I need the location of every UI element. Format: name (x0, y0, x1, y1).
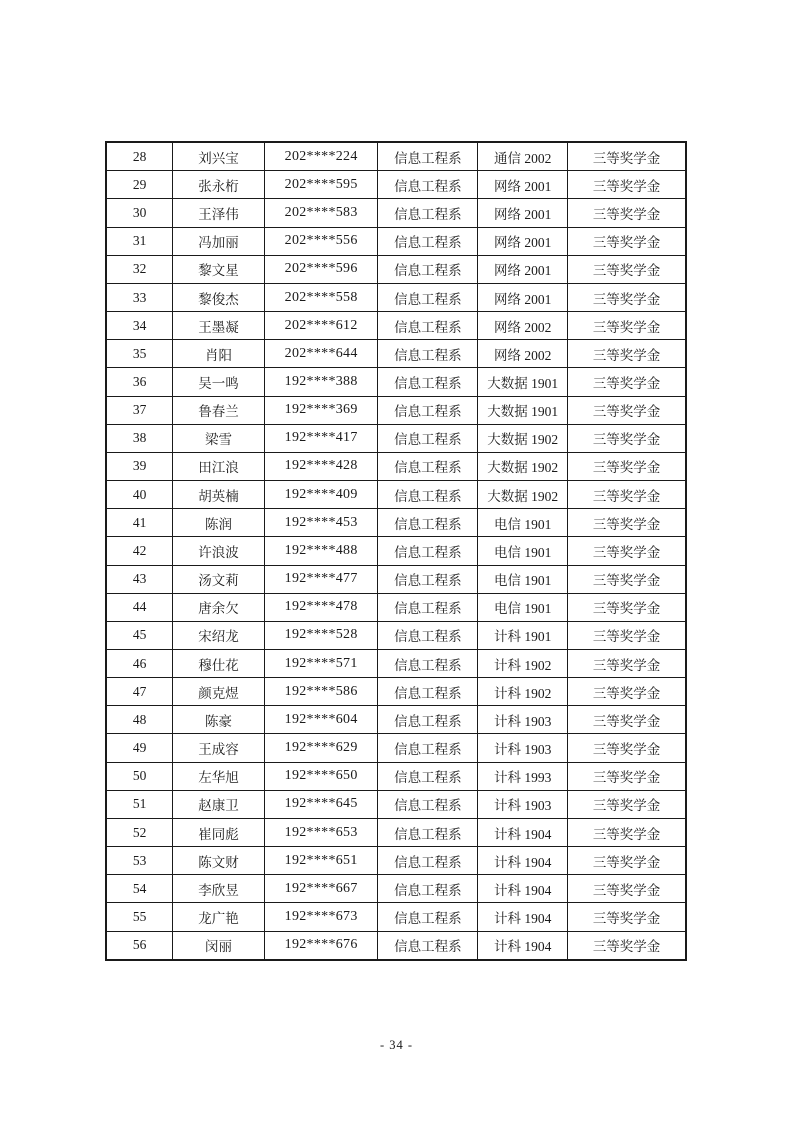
cell-student-name: 穆仕花 (173, 649, 265, 677)
table-row (106, 593, 686, 621)
cell-student-id: 192****667 (264, 875, 378, 903)
cell-student-name: 王墨凝 (173, 312, 265, 340)
cell-row-number: 38 (106, 424, 173, 452)
cell-row-number: 44 (106, 593, 173, 621)
cell-student-id: 202****224 (264, 142, 378, 171)
cell-award: 三等奖学金 (568, 283, 686, 311)
cell-department: 信息工程系 (378, 875, 478, 903)
cell-student-id: 202****556 (264, 227, 378, 255)
cell-student-name: 鲁春兰 (173, 396, 265, 424)
cell-class: 大数据 1902 (478, 424, 568, 452)
cell-department: 信息工程系 (378, 142, 478, 171)
cell-row-number: 36 (106, 368, 173, 396)
cell-department: 信息工程系 (378, 312, 478, 340)
cell-award: 三等奖学金 (568, 424, 686, 452)
cell-class: 大数据 1901 (478, 396, 568, 424)
cell-class: 计科 1903 (478, 734, 568, 762)
cell-student-name: 龙广艳 (173, 903, 265, 931)
cell-class: 通信 2002 (478, 142, 568, 171)
cell-department: 信息工程系 (378, 565, 478, 593)
cell-student-id: 192****388 (264, 368, 378, 396)
cell-student-name: 黎文星 (173, 255, 265, 283)
cell-award: 三等奖学金 (568, 199, 686, 227)
cell-class: 电信 1901 (478, 593, 568, 621)
cell-student-id: 192****428 (264, 452, 378, 480)
table-row (106, 142, 686, 171)
cell-student-name: 黎俊杰 (173, 283, 265, 311)
cell-award: 三等奖学金 (568, 762, 686, 790)
cell-student-id: 192****528 (264, 621, 378, 649)
table-row (106, 621, 686, 649)
cell-award: 三等奖学金 (568, 818, 686, 846)
cell-student-name: 左华旭 (173, 762, 265, 790)
cell-student-id: 202****612 (264, 312, 378, 340)
cell-department: 信息工程系 (378, 706, 478, 734)
cell-class: 计科 1904 (478, 818, 568, 846)
cell-row-number: 35 (106, 340, 173, 368)
table-row (106, 424, 686, 452)
cell-class: 网络 2001 (478, 227, 568, 255)
cell-student-id: 192****571 (264, 649, 378, 677)
cell-award: 三等奖学金 (568, 678, 686, 706)
cell-student-id: 192****409 (264, 481, 378, 509)
cell-department: 信息工程系 (378, 452, 478, 480)
cell-student-name: 肖阳 (173, 340, 265, 368)
table-row (106, 649, 686, 677)
cell-row-number: 39 (106, 452, 173, 480)
cell-department: 信息工程系 (378, 762, 478, 790)
cell-student-id: 192****369 (264, 396, 378, 424)
cell-student-id: 202****583 (264, 199, 378, 227)
cell-student-name: 王泽伟 (173, 199, 265, 227)
cell-award: 三等奖学金 (568, 142, 686, 171)
table-row (106, 875, 686, 903)
cell-award: 三等奖学金 (568, 875, 686, 903)
cell-class: 网络 2001 (478, 255, 568, 283)
cell-row-number: 30 (106, 199, 173, 227)
table-row (106, 734, 686, 762)
table-row (106, 762, 686, 790)
cell-class: 网络 2002 (478, 312, 568, 340)
cell-student-id: 192****478 (264, 593, 378, 621)
cell-class: 电信 1901 (478, 537, 568, 565)
cell-award: 三等奖学金 (568, 621, 686, 649)
cell-award: 三等奖学金 (568, 790, 686, 818)
cell-award: 三等奖学金 (568, 312, 686, 340)
cell-student-name: 颜克煜 (173, 678, 265, 706)
cell-row-number: 48 (106, 706, 173, 734)
cell-student-name: 闵丽 (173, 931, 265, 960)
cell-award: 三等奖学金 (568, 452, 686, 480)
table-row (106, 171, 686, 199)
cell-row-number: 56 (106, 931, 173, 960)
cell-student-name: 田江浪 (173, 452, 265, 480)
cell-student-name: 梁雪 (173, 424, 265, 452)
cell-row-number: 49 (106, 734, 173, 762)
cell-award: 三等奖学金 (568, 481, 686, 509)
cell-row-number: 43 (106, 565, 173, 593)
cell-award: 三等奖学金 (568, 255, 686, 283)
cell-class: 计科 1904 (478, 903, 568, 931)
cell-award: 三等奖学金 (568, 509, 686, 537)
cell-student-name: 许浪波 (173, 537, 265, 565)
table-row (106, 255, 686, 283)
cell-class: 计科 1993 (478, 762, 568, 790)
cell-student-name: 唐余欠 (173, 593, 265, 621)
scholarship-table (105, 141, 687, 961)
cell-student-id: 202****595 (264, 171, 378, 199)
cell-class: 计科 1904 (478, 931, 568, 960)
cell-department: 信息工程系 (378, 678, 478, 706)
cell-department: 信息工程系 (378, 171, 478, 199)
cell-row-number: 52 (106, 818, 173, 846)
cell-department: 信息工程系 (378, 931, 478, 960)
cell-award: 三等奖学金 (568, 227, 686, 255)
cell-row-number: 31 (106, 227, 173, 255)
cell-row-number: 50 (106, 762, 173, 790)
cell-department: 信息工程系 (378, 199, 478, 227)
cell-student-name: 张永桁 (173, 171, 265, 199)
cell-department: 信息工程系 (378, 340, 478, 368)
table-row (106, 931, 686, 960)
cell-student-id: 192****650 (264, 762, 378, 790)
cell-student-id: 192****629 (264, 734, 378, 762)
cell-student-name: 陈润 (173, 509, 265, 537)
cell-award: 三等奖学金 (568, 368, 686, 396)
cell-class: 计科 1902 (478, 649, 568, 677)
cell-class: 计科 1904 (478, 875, 568, 903)
cell-row-number: 40 (106, 481, 173, 509)
cell-department: 信息工程系 (378, 227, 478, 255)
cell-student-name: 李欣昱 (173, 875, 265, 903)
cell-award: 三等奖学金 (568, 649, 686, 677)
cell-department: 信息工程系 (378, 903, 478, 931)
table-row (106, 706, 686, 734)
cell-row-number: 41 (106, 509, 173, 537)
cell-student-id: 192****586 (264, 678, 378, 706)
cell-student-id: 202****558 (264, 283, 378, 311)
table-row (106, 227, 686, 255)
cell-student-id: 192****488 (264, 537, 378, 565)
cell-class: 计科 1904 (478, 847, 568, 875)
cell-student-name: 宋绍龙 (173, 621, 265, 649)
cell-class: 网络 2002 (478, 340, 568, 368)
cell-student-name: 王成容 (173, 734, 265, 762)
cell-department: 信息工程系 (378, 790, 478, 818)
cell-student-name: 冯加丽 (173, 227, 265, 255)
cell-class: 大数据 1902 (478, 481, 568, 509)
cell-student-id: 192****653 (264, 818, 378, 846)
cell-row-number: 51 (106, 790, 173, 818)
cell-student-id: 192****676 (264, 931, 378, 960)
cell-row-number: 32 (106, 255, 173, 283)
cell-row-number: 54 (106, 875, 173, 903)
cell-student-id: 202****596 (264, 255, 378, 283)
cell-award: 三等奖学金 (568, 396, 686, 424)
cell-award: 三等奖学金 (568, 903, 686, 931)
cell-row-number: 55 (106, 903, 173, 931)
cell-department: 信息工程系 (378, 424, 478, 452)
cell-class: 网络 2001 (478, 171, 568, 199)
cell-department: 信息工程系 (378, 734, 478, 762)
cell-row-number: 47 (106, 678, 173, 706)
cell-department: 信息工程系 (378, 847, 478, 875)
cell-department: 信息工程系 (378, 283, 478, 311)
table-row (106, 818, 686, 846)
cell-student-name: 汤文莉 (173, 565, 265, 593)
table-row (106, 847, 686, 875)
cell-department: 信息工程系 (378, 621, 478, 649)
table-row (106, 565, 686, 593)
cell-student-name: 刘兴宝 (173, 142, 265, 171)
cell-department: 信息工程系 (378, 537, 478, 565)
cell-student-id: 192****453 (264, 509, 378, 537)
cell-class: 网络 2001 (478, 283, 568, 311)
table-row (106, 509, 686, 537)
cell-department: 信息工程系 (378, 818, 478, 846)
cell-student-id: 202****644 (264, 340, 378, 368)
cell-class: 电信 1901 (478, 509, 568, 537)
table-row (106, 283, 686, 311)
cell-department: 信息工程系 (378, 509, 478, 537)
cell-award: 三等奖学金 (568, 340, 686, 368)
cell-class: 电信 1901 (478, 565, 568, 593)
table-row (106, 678, 686, 706)
cell-class: 计科 1903 (478, 790, 568, 818)
cell-department: 信息工程系 (378, 593, 478, 621)
cell-student-name: 陈文财 (173, 847, 265, 875)
cell-award: 三等奖学金 (568, 734, 686, 762)
scholarship-table-body (106, 142, 686, 960)
cell-student-name: 崔同彪 (173, 818, 265, 846)
cell-row-number: 53 (106, 847, 173, 875)
cell-student-id: 192****604 (264, 706, 378, 734)
cell-award: 三等奖学金 (568, 931, 686, 960)
cell-class: 计科 1903 (478, 706, 568, 734)
cell-student-name: 赵康卫 (173, 790, 265, 818)
cell-row-number: 45 (106, 621, 173, 649)
cell-student-id: 192****477 (264, 565, 378, 593)
cell-student-name: 胡英楠 (173, 481, 265, 509)
table-row (106, 481, 686, 509)
table-row (106, 199, 686, 227)
cell-student-id: 192****417 (264, 424, 378, 452)
table-row (106, 312, 686, 340)
cell-department: 信息工程系 (378, 368, 478, 396)
cell-award: 三等奖学金 (568, 171, 686, 199)
cell-award: 三等奖学金 (568, 593, 686, 621)
cell-student-id: 192****673 (264, 903, 378, 931)
table-row (106, 396, 686, 424)
cell-student-id: 192****645 (264, 790, 378, 818)
table-row (106, 903, 686, 931)
cell-row-number: 37 (106, 396, 173, 424)
page-number: - 34 - (379, 1038, 414, 1052)
cell-department: 信息工程系 (378, 255, 478, 283)
cell-department: 信息工程系 (378, 649, 478, 677)
cell-row-number: 34 (106, 312, 173, 340)
cell-row-number: 46 (106, 649, 173, 677)
cell-award: 三等奖学金 (568, 706, 686, 734)
cell-class: 大数据 1902 (478, 452, 568, 480)
cell-class: 网络 2001 (478, 199, 568, 227)
table-row (106, 340, 686, 368)
cell-row-number: 29 (106, 171, 173, 199)
table-row (106, 790, 686, 818)
cell-department: 信息工程系 (378, 396, 478, 424)
cell-class: 计科 1901 (478, 621, 568, 649)
cell-student-name: 陈豪 (173, 706, 265, 734)
cell-student-id: 192****651 (264, 847, 378, 875)
cell-department: 信息工程系 (378, 481, 478, 509)
cell-award: 三等奖学金 (568, 537, 686, 565)
table-row (106, 368, 686, 396)
cell-student-name: 吴一鸣 (173, 368, 265, 396)
table-row (106, 537, 686, 565)
cell-class: 大数据 1901 (478, 368, 568, 396)
cell-class: 计科 1902 (478, 678, 568, 706)
cell-award: 三等奖学金 (568, 847, 686, 875)
cell-row-number: 42 (106, 537, 173, 565)
table-row (106, 452, 686, 480)
cell-row-number: 28 (106, 142, 173, 171)
cell-row-number: 33 (106, 283, 173, 311)
cell-award: 三等奖学金 (568, 565, 686, 593)
